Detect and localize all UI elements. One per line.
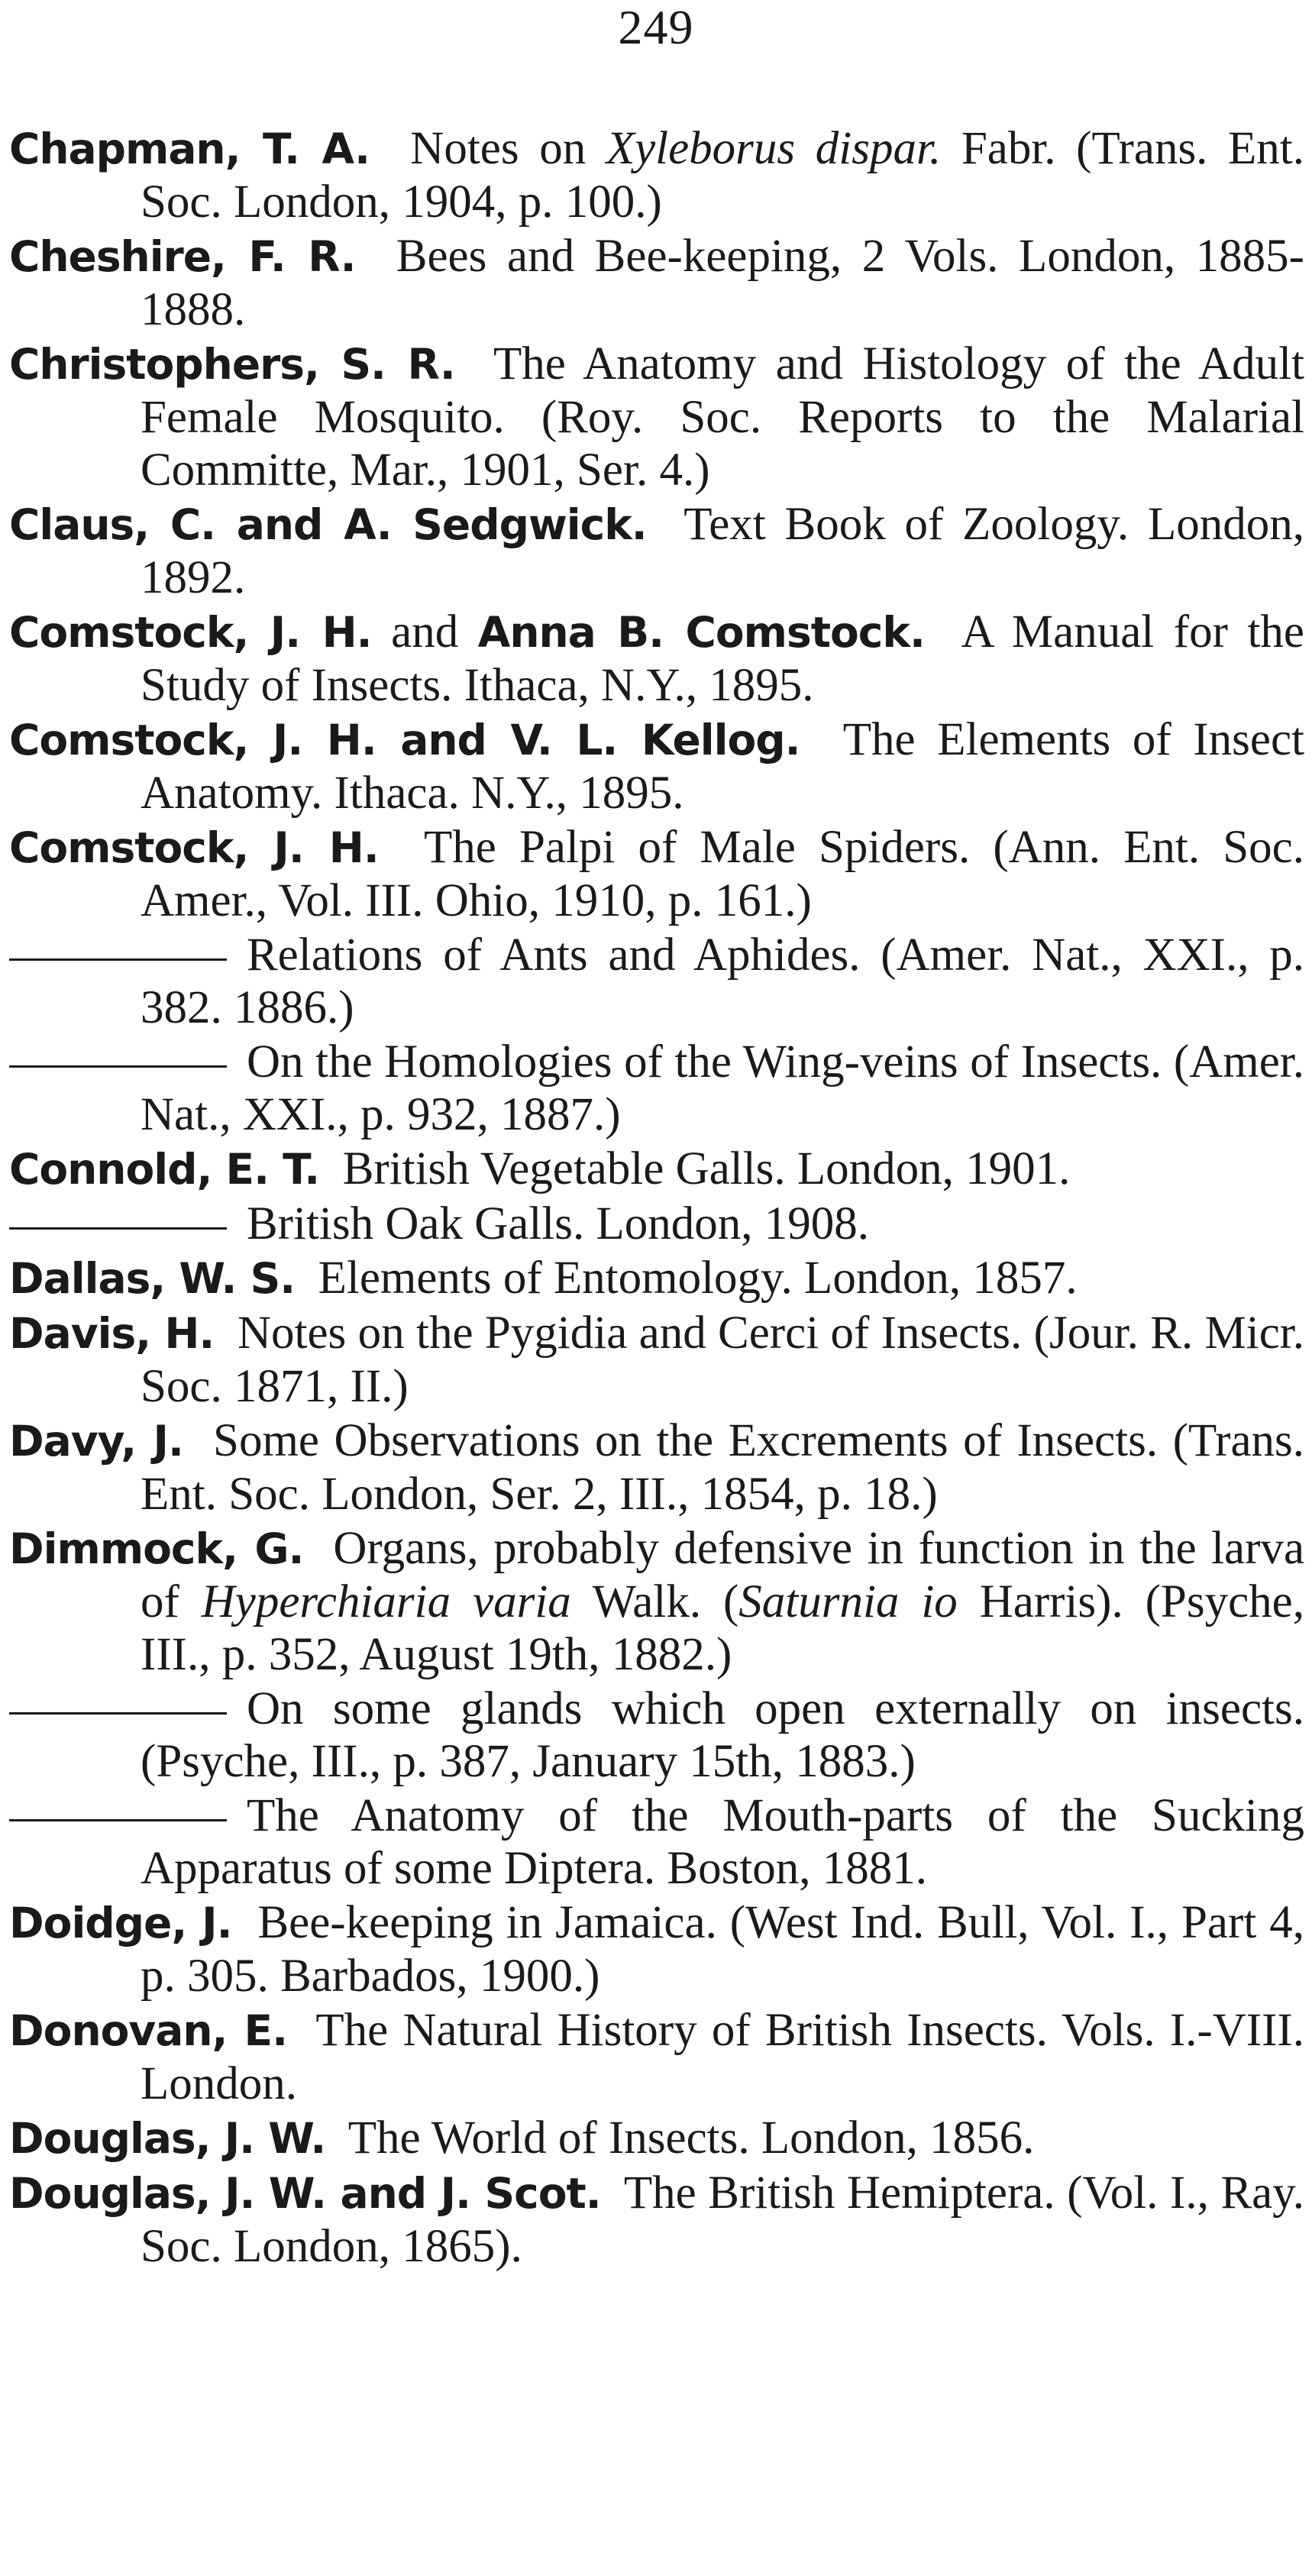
- entry-author: Davy, J.: [9, 1417, 183, 1466]
- bibliography-entry: [9, 1143, 1304, 1196]
- entry-species-name: Saturnia io: [738, 1576, 958, 1627]
- ditto-dash: [9, 1065, 227, 1068]
- entry-author: Donovan, E.: [9, 2006, 287, 2055]
- entry-author: Douglas, J. W. and J. Scot.: [9, 2169, 601, 2218]
- page-number: 249: [618, 0, 694, 54]
- bibliography-entry: [9, 2004, 1304, 2110]
- bibliography-entry: [9, 1789, 1304, 1895]
- entry-text: The Elements of Insect Anatomy. Ithaca. N.Y., 1895.: [141, 714, 1304, 819]
- bibliography-entry: [9, 122, 1304, 228]
- entry-text: Text Book of Zoology. London, 1892.: [141, 499, 1304, 603]
- entry-text: Notes on: [410, 123, 606, 174]
- entry-text: The Anatomy and Histology of the Adult Female Mosquito. (Roy. Soc. Reports to the Malarial Committe, Mar., 1901, Ser. 4.): [141, 338, 1304, 496]
- entry-text: Relations of Ants and Aphides. (Amer. Nat., XXI., p. 382. 1886.): [141, 929, 1304, 1033]
- bibliography-entry: [9, 1522, 1304, 1681]
- entry-text: British Oak Galls. London, 1908.: [247, 1198, 869, 1249]
- entry-text: A Manual for the Study of Insects. Ithaca, N.Y., 1895.: [141, 606, 1305, 711]
- ditto-dash: [9, 1227, 227, 1230]
- entry-text: Organs, probably defensive in function in the larva of: [141, 1523, 1305, 1627]
- bibliography-list: [9, 122, 1304, 2274]
- entry-author: Connold, E. T.: [9, 1145, 320, 1194]
- entry-species-name: Hyperchiaria varia: [201, 1576, 571, 1627]
- bibliography-entry: [9, 1252, 1304, 1305]
- bibliography-entry: [9, 1896, 1304, 2002]
- entry-author: Comstock, J. H.: [9, 823, 379, 872]
- entry-author: Claus, C. and A. Sedgwick.: [9, 500, 647, 549]
- entry-species-name: Xyleborus dispar.: [606, 123, 942, 174]
- entry-author: Doidge, J.: [9, 1899, 232, 1947]
- bibliography-entry: [9, 2112, 1304, 2165]
- ditto-dash: [9, 958, 227, 961]
- entry-text: The Palpi of Male Spiders. (Ann. Ent. Soc. Amer., Vol. III. Ohio, 1910, p. 161.): [141, 822, 1304, 926]
- entry-author-join: and: [371, 606, 478, 658]
- entry-text: On some glands which open externally on insects. (Psyche, III., p. 387, January 15th, 1883.): [141, 1683, 1304, 1787]
- entry-text: Some Observations on the Excrements of Insects. (Trans. Ent. Soc. London, Ser. 2, III., 1854, p. 18.): [141, 1415, 1305, 1520]
- entry-text: Bees and Bee-keeping, 2 Vols. London, 1885-1888.: [141, 231, 1304, 335]
- entry-author: Dimmock, G.: [9, 1524, 304, 1573]
- entry-author: Christophers, S. R.: [9, 340, 455, 389]
- entry-author: Dallas, W. S.: [9, 1254, 296, 1303]
- entry-text: On the Homologies of the Wing-veins of Insects. (Amer. Nat., XXI., p. 932, 1887.): [141, 1036, 1304, 1140]
- entry-coauthor: Anna B. Comstock.: [477, 608, 925, 657]
- bibliography-entry: [9, 1414, 1304, 1521]
- entry-text: Elements of Entomology. London, 1857.: [318, 1252, 1078, 1304]
- bibliography-entry: [9, 713, 1304, 819]
- bibliography-entry: [9, 929, 1304, 1034]
- entry-text: The British Hemiptera. (Vol. I., Ray. Soc. London, 1865).: [141, 2167, 1304, 2272]
- bibliography-entry: [9, 2167, 1304, 2273]
- bibliography-entry: [9, 338, 1304, 496]
- bibliography-entry: [9, 1307, 1304, 1413]
- entry-text: Walk. (: [570, 1576, 739, 1627]
- entry-text: Harris). (Psyche, III., p. 352, August 19th, 1882.): [141, 1576, 1304, 1680]
- entry-author: Comstock, J. H. and V. L. Kellog.: [9, 716, 800, 764]
- entry-author: Chapman, T. A.: [9, 124, 370, 173]
- bibliography-entry: [9, 1198, 1304, 1250]
- entry-author: Davis, H.: [9, 1309, 215, 1358]
- ditto-dash: [9, 1819, 227, 1821]
- bibliography-entry: [9, 821, 1304, 927]
- entry-author: Douglas, J. W.: [9, 2114, 326, 2163]
- ditto-dash: [9, 1712, 227, 1715]
- bibliography-entry: [9, 1682, 1304, 1788]
- entry-author: Comstock, J. H.: [9, 608, 372, 657]
- bibliography-entry: [9, 1036, 1304, 1141]
- bibliography-entry: [9, 230, 1304, 336]
- entry-text: The Anatomy of the Mouth-parts of the Sucking Apparatus of some Diptera. Boston, 1881.: [141, 1790, 1304, 1894]
- entry-text: Fabr. (Trans. Ent. Soc. London, 1904, p. 100.): [141, 123, 1305, 228]
- entry-author: Cheshire, F. R.: [9, 232, 356, 281]
- entry-text: The World of Insects. London, 1856.: [347, 2112, 1035, 2164]
- entry-text: Bee-keeping in Jamaica. (West Ind. Bull, Vol. I., Part 4, p. 305. Barbados, 1900.): [141, 1897, 1305, 2002]
- entry-text: Notes on the Pygidia and Cerci of Insects. (Jour. R. Micr. Soc. 1871, II.): [141, 1307, 1304, 1412]
- entry-text: The Natural History of British Insects. Vols. I.-VIII. London.: [141, 2005, 1304, 2109]
- bibliography-entry: [9, 498, 1304, 604]
- bibliography-entry: [9, 606, 1304, 712]
- entry-text: British Vegetable Galls. London, 1901.: [342, 1143, 1071, 1194]
